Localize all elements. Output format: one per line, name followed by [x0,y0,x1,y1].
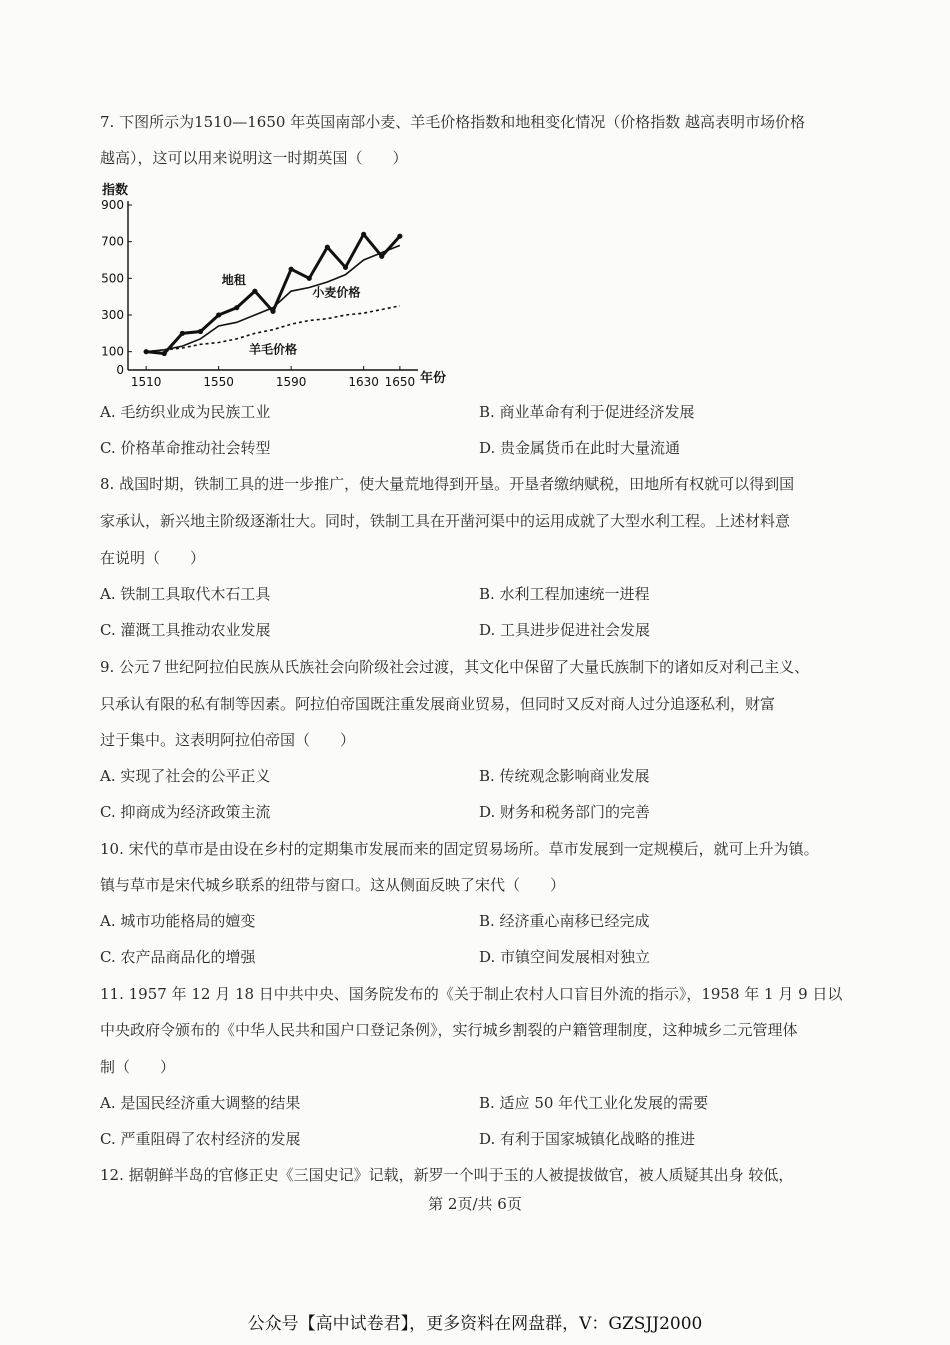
rent-data-point [325,245,330,250]
page-number: 第 2页/共 6页 [428,1195,522,1213]
rent-data-point [162,351,167,356]
q7-stem-line-1: 7. 下图所示为1510—1650 年英国南部小麦、羊毛价格指数和地租变化情况（价格指数 越高表明市场价格 [100,113,805,131]
wool-price-series-label: 羊毛价格 [248,342,298,357]
q9-option-a[interactable]: A. 实现了社会的公平正义 [100,767,271,785]
chart-series-labels [222,272,361,357]
q12-stem-line-1: 12. 据朝鲜半岛的官修正史《三国史记》记载，新罗一个叫于玉的人被提拔做官，被人质疑其出身 较低， [100,1166,794,1184]
q11-option-d[interactable]: D. 有利于国家城镇化战略的推进 [479,1130,696,1148]
rent-series-label: 地租 [221,272,246,287]
x-axis-label: 年份 [420,371,447,386]
q8-option-c[interactable]: C. 灌溉工具推动农业发展 [100,621,271,639]
y-tick-label: 700 [101,234,124,249]
q9-stem-line-2: 只承认有限的私有制等因素。阿拉伯帝国既注重发展商业贸易，但同时又反对商人过分追逐私利，财富 [100,695,776,713]
q8-stem-line-2: 家承认，新兴地主阶级逐渐壮大。同时，铁制工具在开凿河渠中的运用成就了大型水利工程。上述材料意 [100,512,791,530]
rent-data-point [252,289,257,294]
q7-option-b[interactable]: B. 商业革命有利于促进经济发展 [479,403,695,421]
q11-option-c[interactable]: C. 严重阻碍了农村经济的发展 [100,1130,301,1148]
q11-option-b[interactable]: B. 适应 50 年代工业化发展的需要 [479,1094,709,1112]
q8-option-b[interactable]: B. 水利工程加速统一进程 [479,585,650,603]
q11-stem-line-3: 制（ ） [100,1058,176,1076]
rent-data-point [216,312,221,317]
rent-data-point [397,234,402,239]
rent-data-point [379,254,384,259]
x-tick-label: 1650 [384,375,416,389]
chart-lines [144,232,403,356]
rent-data-point [180,331,185,336]
y-tick-label: 100 [101,344,124,359]
q10-option-b[interactable]: B. 经济重心南移已经完成 [479,912,650,930]
q11-stem-line-2: 中央政府令颁布的《中华人民共和国户口登记条例》，实行城乡割裂的户籍管理制度，这种城乡二元管理体 [100,1021,798,1039]
rent-data-point [289,267,294,272]
q8-option-d[interactable]: D. 工具进步促进社会发展 [479,621,651,639]
x-tick-label: 1510 [130,375,162,389]
q11-stem-line-1: 11. 1957 年 12 月 18 日中共中央、国务院发布的《关于制止农村人口盲目外流的指示》，1958 年 1 月 9 日以 [100,985,843,1003]
q8-option-a[interactable]: A. 铁制工具取代木石工具 [100,585,271,603]
watermark-text: 公众号【高中试卷君】，更多资料在网盘群，V：GZSJJ2000 [247,1314,703,1334]
rent-data-point [361,232,366,237]
q8-stem-line-1: 8. 战国时期，铁制工具的进一步推广，使大量荒地得到开垦。开垦者缴纳赋税，田地所有权就可以得到国 [100,475,795,493]
y-axis-label: 指数 [102,183,129,198]
q9-option-d[interactable]: D. 财务和税务部门的完善 [479,803,651,821]
y-tick-label: 0 [116,363,124,377]
q7-line-chart [98,178,468,393]
q9-option-b[interactable]: B. 传统观念影响商业发展 [479,767,650,785]
x-tick-label: 1550 [203,375,234,389]
q10-stem-line-2: 镇与草市是宋代城乡联系的纽带与窗口。这从侧面反映了宋代（ ） [100,876,566,894]
y-tick-label: 900 [101,198,124,212]
rent-data-point [307,276,312,281]
q9-option-c[interactable]: C. 抑商成为经济政策主流 [100,803,271,821]
wheat-price-series-label: 小麦价格 [312,285,361,300]
q10-stem-line-1: 10. 宋代的草市是由设在乡村的定期集市发展而来的固定贸易场所。草市发展到一定规模后，就可上升为镇。 [100,840,819,858]
q9-stem-line-3: 过于集中。这表明阿拉伯帝国（ ） [100,731,356,749]
rent-data-point [234,305,239,310]
q8-stem-line-3: 在说明（ ） [100,549,206,567]
q9-stem-line-1: 9. 公元７世纪阿拉伯民族从氏族社会向阶级社会过渡，其文化中保留了大量氏族制下的诸如反对利己主义、 [100,658,810,676]
rent-data-point [198,329,203,334]
q7-option-c[interactable]: C. 价格革命推动社会转型 [100,439,271,457]
q10-option-c[interactable]: C. 农产品商品化的增强 [100,948,256,966]
q10-option-d[interactable]: D. 市镇空间发展相对独立 [479,948,651,966]
x-tick-label: 1630 [348,375,379,389]
q7-stem-line-2: 越高），这可以用来说明这一时期英国（ ） [100,149,408,167]
rent-data-point [343,265,348,270]
rent-data-point [270,309,275,314]
rent-series-line [146,234,400,353]
y-tick-label: 300 [101,308,124,322]
y-tick-label: 500 [101,271,124,286]
wheat-price-series-line [146,245,400,351]
q10-option-a[interactable]: A. 城市功能格局的嬗变 [100,912,256,930]
q11-option-a[interactable]: A. 是国民经济重大调整的结果 [100,1094,301,1112]
q7-option-a[interactable]: A. 毛纺织业成为民族工业 [100,403,271,421]
x-tick-label: 1590 [275,375,307,389]
q7-option-d[interactable]: D. 贵金属货币在此时大量流通 [479,439,681,457]
